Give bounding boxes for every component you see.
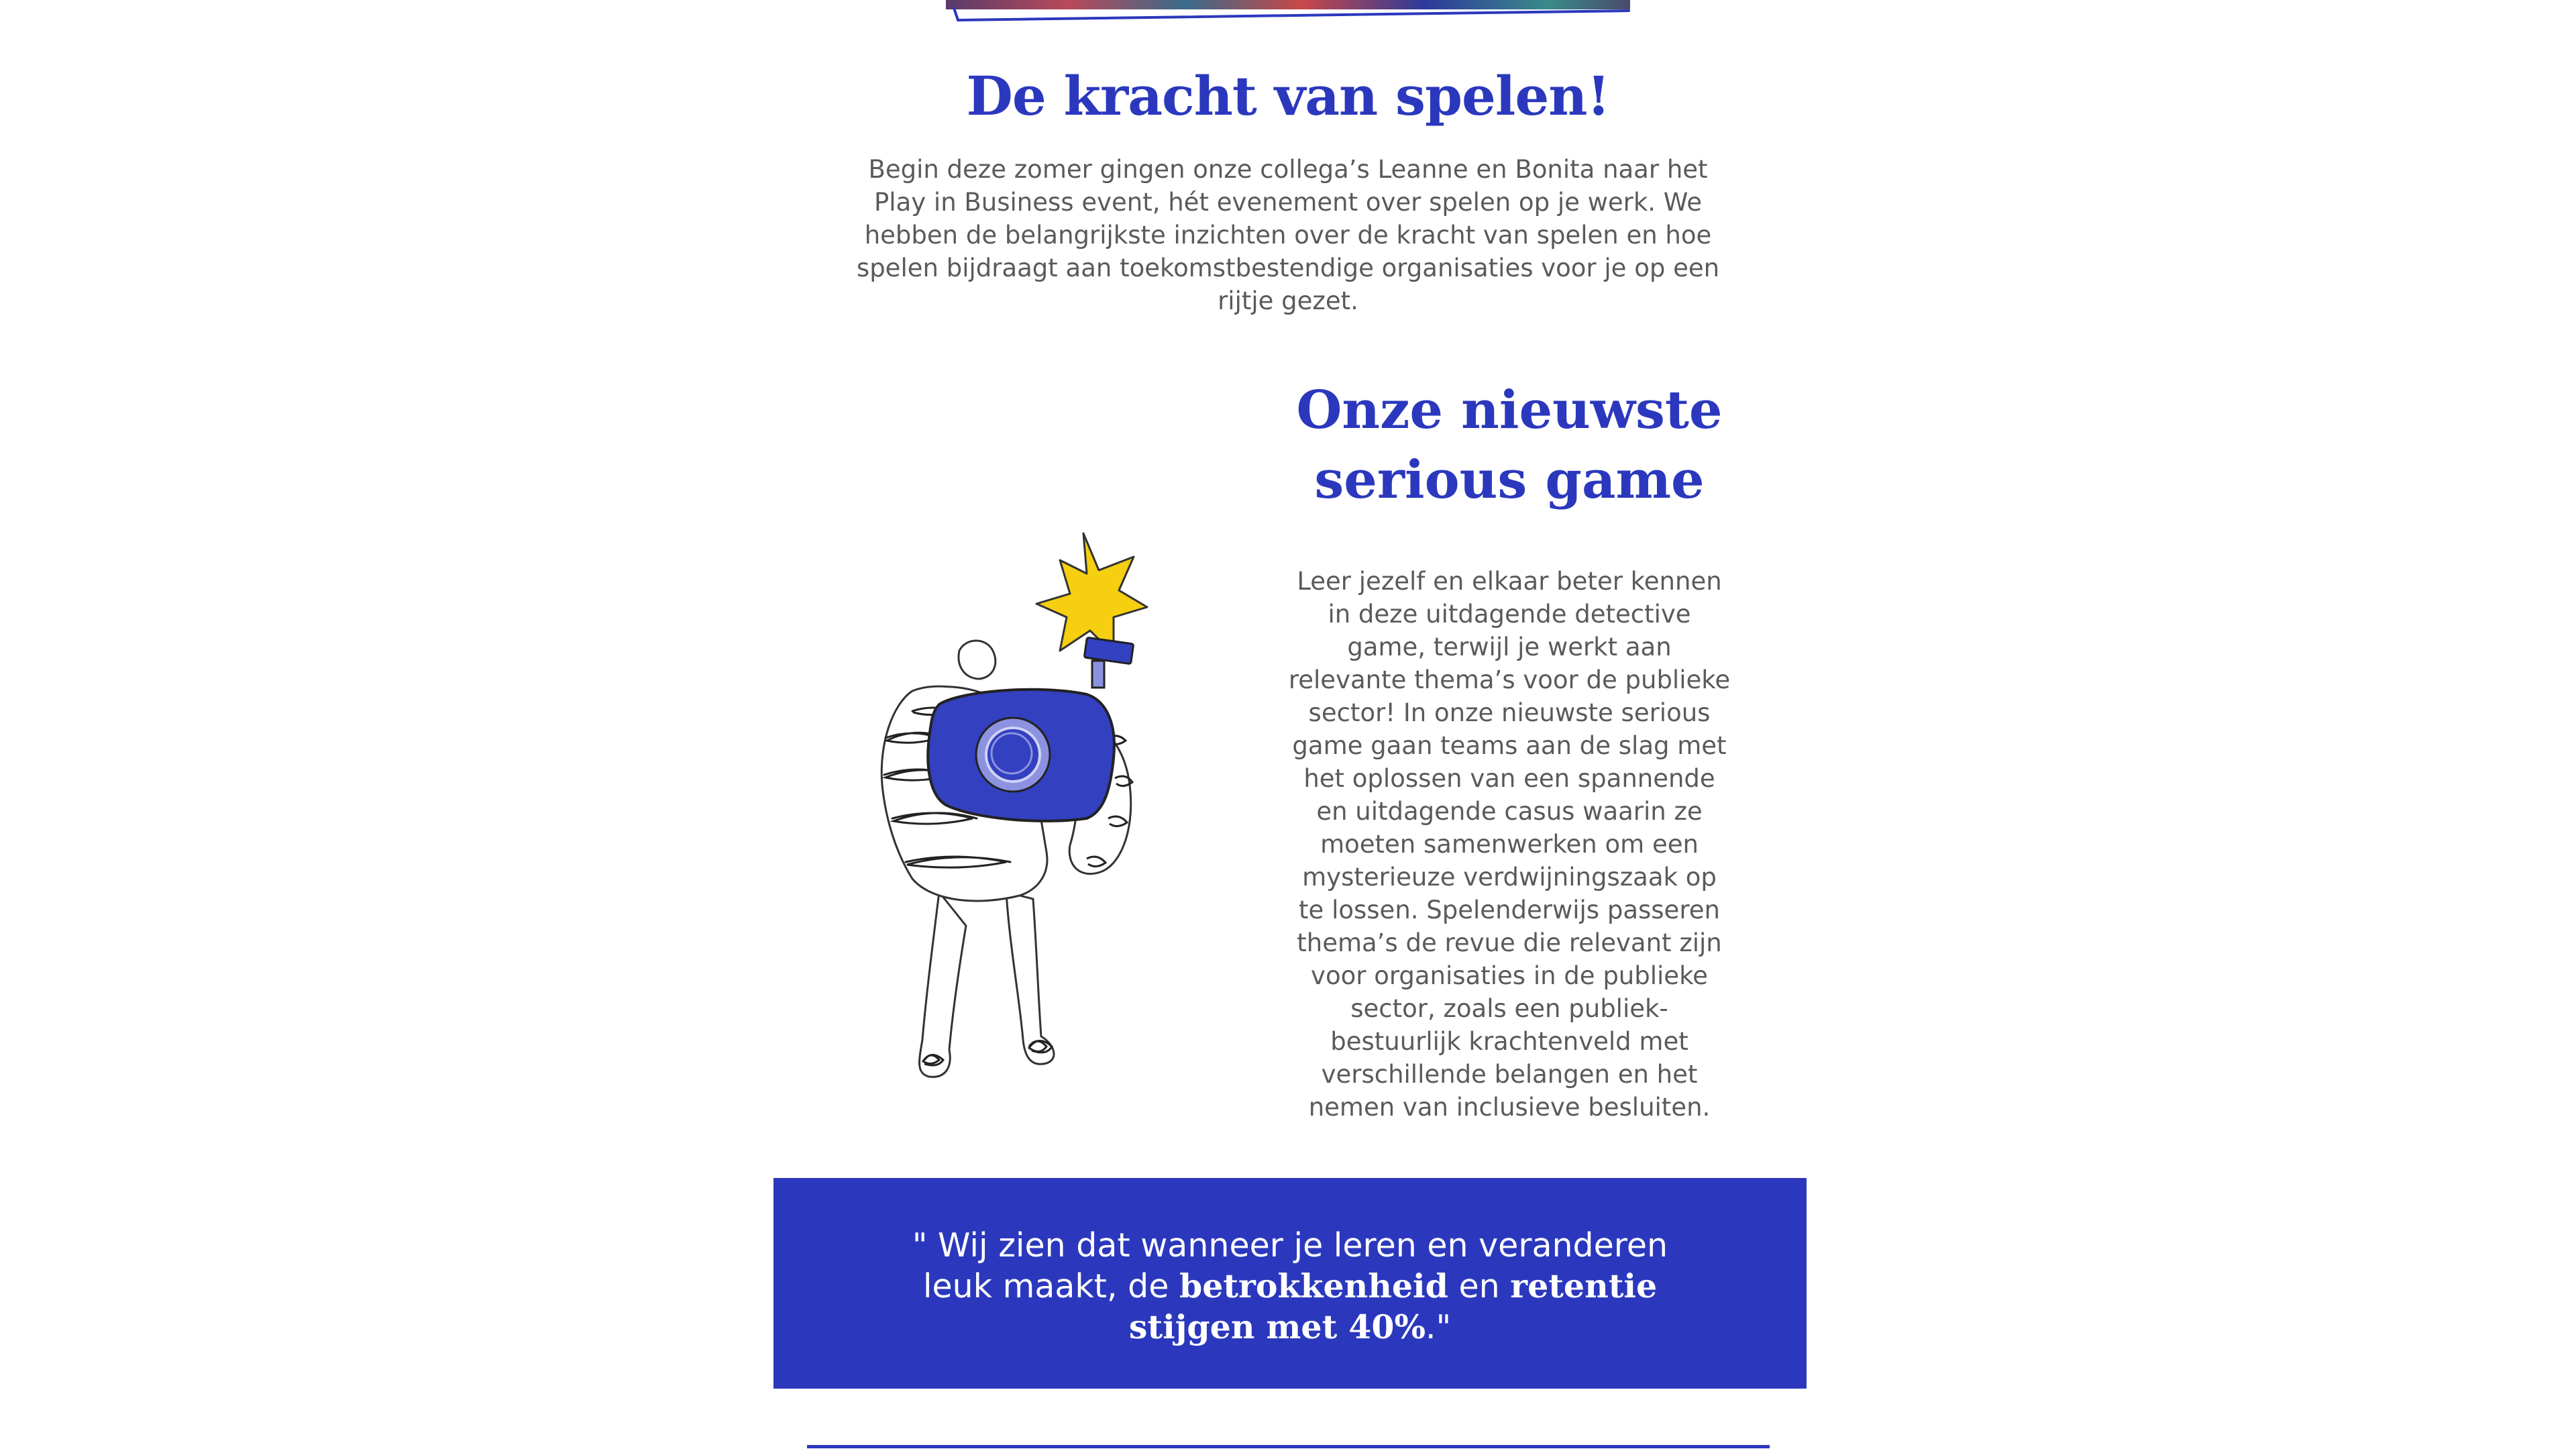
quote-part-3: ." bbox=[1426, 1308, 1452, 1346]
serious-game-title-line2: serious game bbox=[1314, 449, 1705, 511]
quote-highlight-retentie: retentie stijgen met 40% bbox=[1128, 1267, 1658, 1346]
serious-game-title-line1: Onze nieuwste bbox=[1296, 380, 1723, 441]
serious-game-title bbox=[1275, 376, 1744, 515]
quote-part-2: en bbox=[1448, 1267, 1511, 1305]
section-intro-text: Begin deze zomer gingen onze collega’s Leanne en Bonita naar het Play in Business event, hét evenement over spelen op je werk. We hebben de belangrijkste inzichten over de kracht van spelen en hoe spelen bijdraagt aan toekomstbestendige organisaties voor je op een rijtje gezet. bbox=[856, 155, 1720, 315]
quote-text bbox=[888, 1225, 1693, 1348]
quote-highlight-betrokkenheid: betrokkenheid bbox=[1179, 1267, 1448, 1305]
quote-banner bbox=[773, 1178, 1807, 1389]
section-divider bbox=[807, 1445, 1770, 1448]
quote-part-1: " Wij zien dat wanneer je leren en veranderen leuk maakt, de bbox=[912, 1226, 1668, 1305]
hero-underline-decoration bbox=[953, 7, 1630, 23]
serious-game-description: Leer jezelf en elkaar beter kennen in deze uitdagende detective game, terwijl je werkt aan relevante thema’s voor de publieke sector! In onze nieuwste serious game gaan teams aan de slag met het oplossen van een spannende en uitdagende casus waarin ze moeten samenwerken om een mysterieuze verdwijningszaak op te lossen. Spelenderwijs passeren thema’s de revue die relevant zijn voor organisaties in de publieke sector, zoals een publiek-bestuurlijk krachtenveld met verschillende belangen en het nemen van inclusieve besluiten. bbox=[1288, 567, 1731, 1122]
section-title-kracht-van-spelen: De kracht van spelen! bbox=[966, 64, 1610, 127]
detective-camera-illustration bbox=[865, 530, 1214, 1087]
